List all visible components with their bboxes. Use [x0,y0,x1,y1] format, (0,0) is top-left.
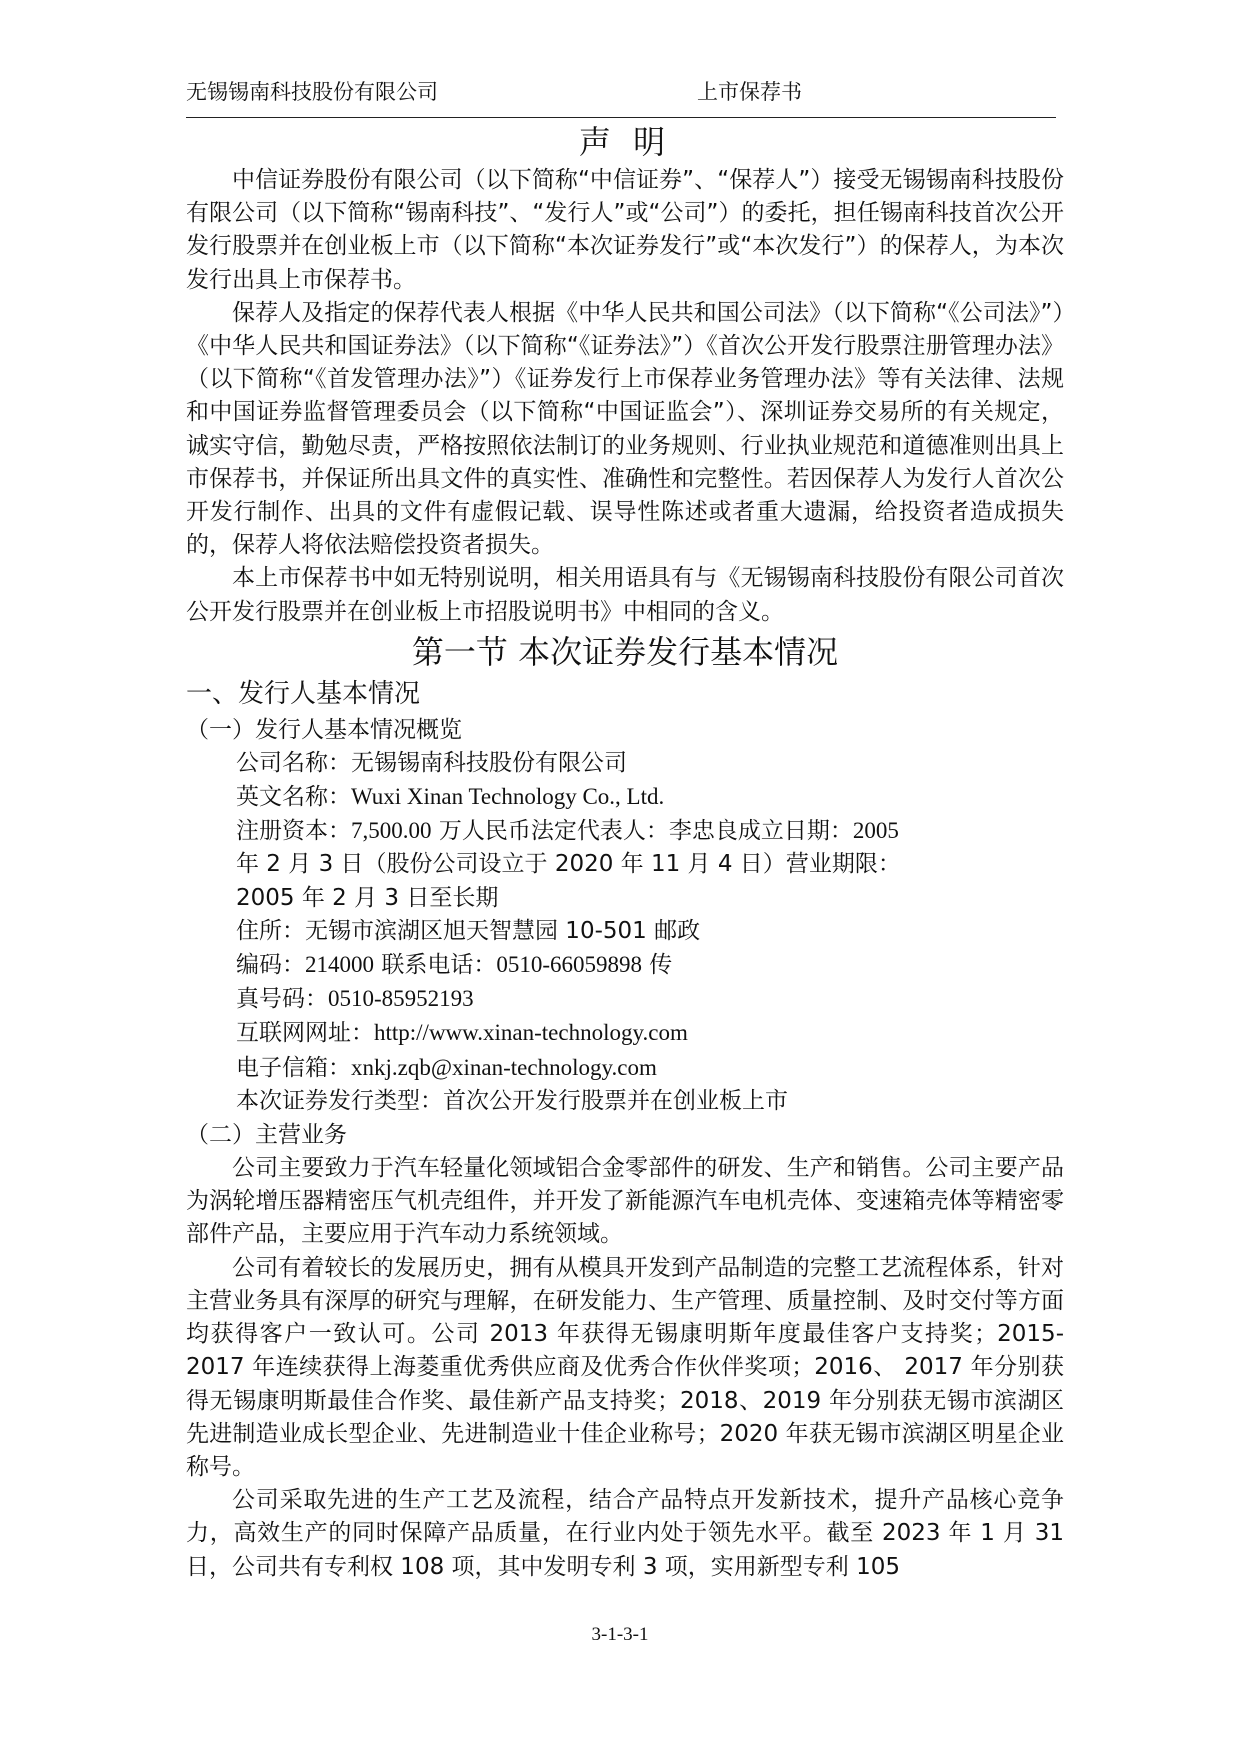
info-row-established [236,848,1064,881]
postal-code-value: 214000 [305,952,374,978]
info-row-website [236,1016,1064,1050]
address-value: 无锡市滨湖区旭天智慧园 10-501 [305,917,647,944]
postal-code-label-part2: 编码： [236,952,305,979]
heading-issuer-basic-info: 一、发行人基本情况 [186,678,421,709]
phone-label: 联系电话： [381,952,497,979]
info-row-fax [236,982,1064,1016]
declaration-paragraph-2: 保荐人及指定的保荐代表人根据《中华人民共和国公司法》（以下简称“《公司法》”）《中华人民共和国证券法》（以下简称“《证券法》”）《首次公开发行股票注册管理办法》（以下简称“《首发管理办法》”）《证券发行上市保荐业务管理办法》等有关法律、法规和中国证券监督管理委员会（以下简称“中国证监会”）、深圳证券交易所的有关规定，诚实守信，勤勉尽责，严格按照依法制订的业务规则、行业执业规范和道德准则出具上市保荐书，并保证所出具文件的真实性、准确性和完整性。若因保荐人为发行人首次公开发行制作、出具的文件有虚假记载、误导性陈述或者重大遗漏，给投资者造成损失的，保荐人将依法赔偿投资者损失。 [186,299,1064,559]
business-paragraph-1: 公司主要致力于汽车轻量化领域铝合金零部件的研发、生产和销售。公司主要产品为涡轮增压器精密压气机壳组件，并开发了新能源汽车电机壳体、变速箱壳体等精密零部件产品，主要应用于汽车动力系统领域。 [186,1155,1064,1248]
email-label: 电子信箱： [236,1054,351,1081]
info-row-address [236,915,1064,948]
info-row-english-name [236,780,1064,814]
info-row-issue-type [236,1085,1064,1118]
declaration-paragraph-3: 本上市保荐书中如无特别说明，相关用语具有与《无锡锡南科技股份有限公司首次公开发行股票并在创业板上市招股说明书》中相同的含义。 [186,565,1064,625]
info-row-email [236,1051,1064,1085]
issue-type-value: 首次公开发行股票并在创业板上市 [443,1087,788,1114]
heading-main-business: （二）主营业务 [186,1122,347,1149]
info-row-term [236,882,1064,915]
info-row-postal-phone [236,948,1064,982]
main-content [186,120,1064,1584]
info-row-company-name [236,747,1064,780]
declaration-paragraph-1: 中信证券股份有限公司（以下简称“中信证券”、“保荐人”）接受无锡锡南科技股份有限公司（以下简称“锡南科技”、“发行人”或“公司”）的委托，担任锡南科技首次公开发行股票并在创业板上市（以下简称“本次证券发行”或“本次发行”）的保荐人，为本次发行出具上市保荐书。 [186,167,1064,293]
info-row-capital [236,814,1064,848]
header-company-name: 无锡锡南科技股份有限公司 [186,80,438,104]
company-name-value: 无锡锡南科技股份有限公司 [351,749,627,776]
issue-type-label: 本次证券发行类型： [236,1087,443,1114]
section-title: 第一节 本次证券发行基本情况 [411,632,839,671]
english-name-label: 英文名称： [236,784,351,811]
legal-rep-label: 法定代表人： [530,818,669,845]
website-label: 互联网网址： [236,1020,374,1047]
legal-rep-value: 李忠良 [668,818,738,845]
issuer-info-block [236,747,1064,1118]
registered-capital-label: 注册资本： [236,818,351,845]
page-number: 3-1-3-1 [591,1624,649,1645]
email-value: xnkj.zqb@xinan-technology.com [351,1054,657,1080]
address-label: 住所： [236,917,305,944]
fax-value: 0510-85952193 [328,986,474,1012]
postal-code-label-part1: 邮政 [654,917,701,944]
established-date-label: 成立日期： [737,818,853,845]
registered-capital-unit: 万人民币 [438,818,531,845]
business-paragraph-2: 公司有着较长的发展历史，拥有从模具开发到产品制造的完整工艺流程体系，针对主营业务具有深厚的研究与理解，在研发能力、生产管理、质量控制、及时交付等方面均获得客户一致认可。公司 2013 年获得无锡康明斯年度最佳客户支持奖；2015-2017 年连续获得上海菱重优秀供应商及优秀合作伙伴奖项；2016、 2017 年分别获得无锡康明斯最佳合作奖、最佳新产品支持奖；2018、2019 年分别获无锡市滨湖区先进制造业成长型企业、先进制造业十佳企业称号；2020 年获无锡市滨湖区明星企业称号。 [186,1254,1064,1480]
business-term-value: 2005 年 2 月 3 日至长期 [236,884,499,911]
registered-capital-value: 7,500.00 [351,818,432,844]
header-document-type: 上市保荐书 [697,80,802,104]
company-name-label: 公司名称： [236,749,351,776]
established-date-year: 2005 [852,818,899,844]
website-value: http://www.xinan-technology.com [374,1020,688,1046]
established-date-rest: 年 2 月 3 日（股份公司设立于 2020 年 11 月 4 日） [236,851,786,878]
declaration-title: 声 明 [578,123,672,161]
heading-issuer-overview: （一）发行人基本情况概览 [186,716,462,743]
fax-label-part1: 传 [649,952,673,979]
business-term-label: 营业期限： [785,851,901,878]
header-divider [186,117,1056,118]
fax-label-part2: 真号码： [236,986,328,1013]
business-paragraph-3: 公司采取先进的生产工艺及流程，结合产品特点开发新技术，提升产品核心竞争力，高效生产的同时保障产品质量，在行业内处于领先水平。截至 2023 年 1 月 31 日，公司共有专利权 108 项，其中发明专利 3 项，实用新型专利 105 [186,1487,1064,1580]
english-name-value: Wuxi Xinan Technology Co., Ltd. [351,784,665,810]
phone-value: 0510-66059898 [496,952,642,978]
